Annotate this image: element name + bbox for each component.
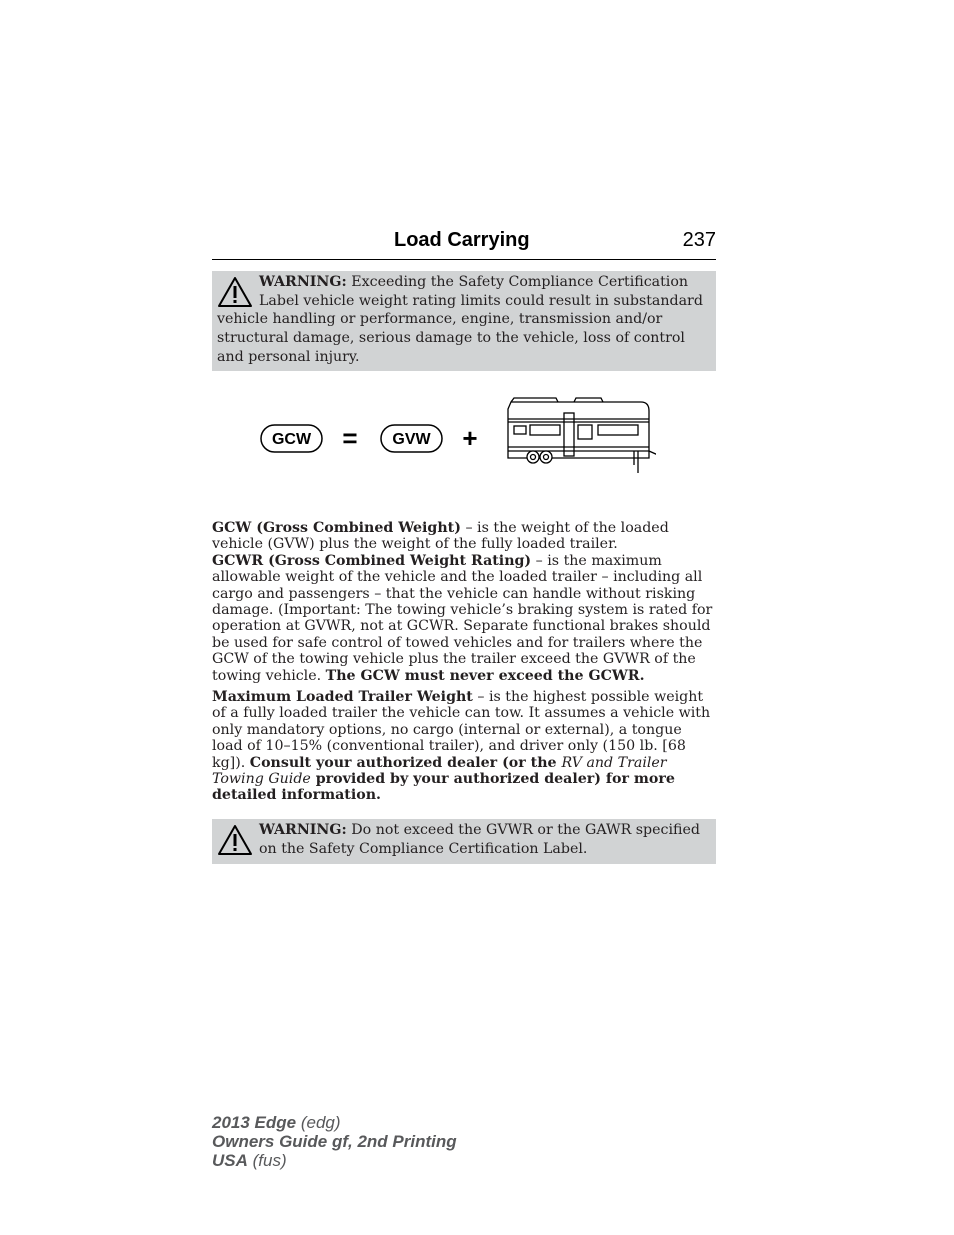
warning-triangle-icon — [217, 823, 253, 857]
mltw-text: – is the highest possible weight of a fully loaded trailer the vehicle can tow. It assumes a vehicle with only mandatory options, no cargo (internal or external), a tongue load of 10–15% (conventional trailer), and driver only (150 lb. [68 kg]). — [212, 689, 711, 771]
mltw-definition — [212, 689, 716, 804]
page-footer — [212, 1113, 457, 1170]
warning-box-gvwr — [212, 819, 716, 864]
gcwr-text: – is the maximum allowable weight of the vehicle and the loaded trailer – including all cargo and passengers – that the vehicle can handle without risking damage. (Important: The towing vehicle’s braking system is rated for operation at GVWR, not at GCWR. Separate functional brakes should be used for safe control of towed vehicles and for trailers where the GCW of the towing vehicle plus the trailer exceed the GVWR of the towing vehicle. — [212, 552, 713, 684]
footer-line-market — [212, 1151, 457, 1170]
gcw-term: GCW (Gross Combined Weight) — [212, 520, 461, 536]
footer-market: USA — [212, 1151, 248, 1170]
mltw-guide-title: RV and Trailer Towing Guide — [212, 754, 667, 788]
footer-line-model — [212, 1113, 457, 1132]
warning-label: WARNING: — [259, 822, 347, 838]
gcw-equals-gvw-plus-trailer-diagram — [256, 395, 656, 475]
gvw-pill — [381, 425, 442, 452]
footer-guide: Owners Guide gf, 2nd Printing — [212, 1132, 457, 1151]
page-number: 237 — [682, 229, 716, 251]
page-header — [212, 229, 716, 260]
gcwr-term: GCWR (Gross Combined Weight Rating) — [212, 552, 532, 569]
mltw-consult-end: provided by your authorized dealer) for more detailed information. — [212, 771, 675, 804]
footer-line-guide — [212, 1132, 457, 1151]
gcw-label: GCW — [271, 431, 312, 448]
mltw-term: Maximum Loaded Trailer Weight — [212, 689, 473, 705]
gcw-pill — [261, 425, 322, 452]
warning-triangle-icon — [217, 275, 253, 309]
gcw-definition — [212, 520, 716, 553]
definitions-block-2 — [212, 689, 716, 804]
warning-text: Do not exceed the GVWR or the GAWR specified on the Safety Compliance Certification Label. — [259, 822, 700, 857]
definitions-block-1 — [212, 520, 716, 684]
gcwr-emphasis: The GCW must never exceed the GCWR. — [325, 667, 645, 684]
gcw-text: – is the weight of the loaded vehicle (GVW) plus the weight of the fully loaded trailer. — [212, 520, 669, 553]
equals-sign: = — [342, 423, 358, 453]
footer-model-code: (edg) — [300, 1113, 341, 1132]
mltw-consult: Consult your authorized dealer (or the — [249, 754, 562, 771]
travel-trailer-icon — [508, 398, 656, 473]
warning-text: Exceeding the Safety Compliance Certification Label vehicle weight rating limits could result in substandard vehicle handling or performance, engine, transmission and/or structural damage, serious damage to the vehicle, loss of control and personal injury. — [217, 274, 703, 365]
warning-label: WARNING: — [259, 274, 347, 290]
gvw-label: GVW — [392, 431, 431, 448]
plus-sign: + — [462, 423, 478, 453]
gcwr-definition — [212, 553, 716, 684]
footer-model: 2013 Edge — [212, 1113, 297, 1132]
section-title: Load Carrying — [394, 229, 530, 251]
footer-market-code: (fus) — [252, 1151, 287, 1170]
warning-box-weight-limits — [212, 271, 716, 371]
